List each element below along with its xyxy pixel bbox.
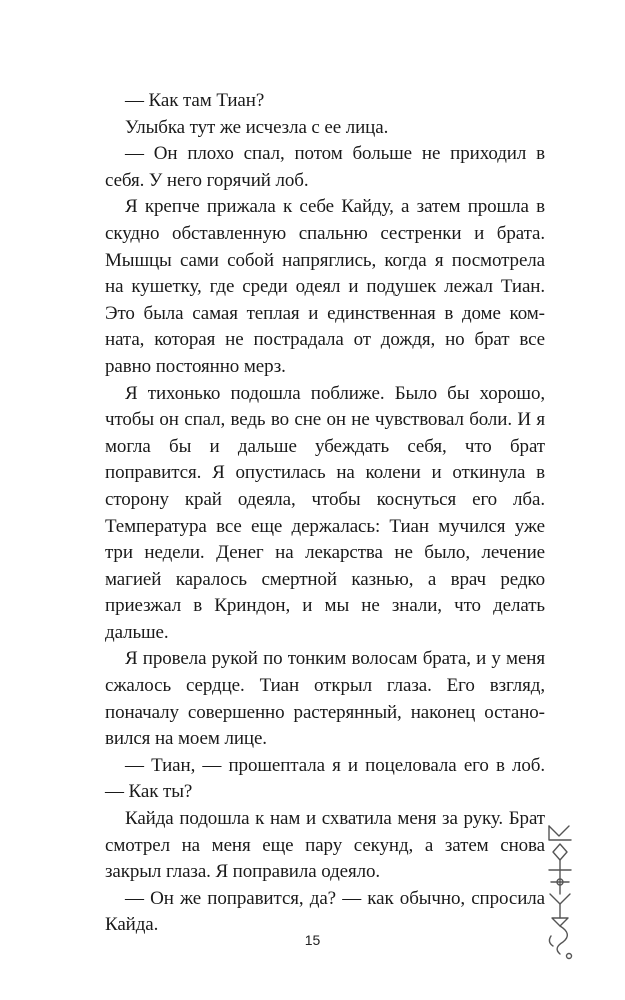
body-text: [105, 88, 545, 939]
paragraph: — Тиан, — прошептала я и поцеловала его в лоб. — Как ты?: [105, 754, 545, 803]
paragraph: — Он плохо спал, потом больше не приходил в себя. У него горячий лоб.: [105, 143, 545, 191]
rune-ornament-icon: [543, 822, 577, 962]
paragraph: Я провела рукой по тонким волосам брата, и у меня сжалось сердце. Тиан открыл глаза. Его взгляд, поначалу совершенно растерянный, наконец остановился на моем лице.: [105, 648, 545, 750]
paragraph: Я тихонько подошла поближе. Было бы хорошо, чтобы он спал, ведь во сне он не чувствовал боли. И я могла бы и дальше убеждать себя, что брат поправится. Я опустилась на колени и откинула в сторону край одеяла, чтобы коснуться его лба. Температура все еще держалась: Тиан мучился уже три недели. Денег на лекарства не было, лечение магией каралось смертной казнью, а врач редко приезжал в Криндон, и мы не знали, что делать дальше.: [105, 382, 545, 643]
paragraph: — Он же поправится, да? — как обычно, спросила Кайда.: [105, 887, 545, 936]
paragraph: — Как там Тиан?: [125, 90, 265, 111]
page-number: 15: [304, 932, 321, 948]
paragraph: Кайда подошла к нам и схватила меня за руку. Брат смотрел на меня еще пару секунд, а затем снова закрыл глаза. Я поправила одеяло.: [105, 808, 545, 883]
paragraph: Я крепче прижала к себе Кайду, а затем прошла в скудно обставленную спальню сестренки и брата. Мышцы сами собой напряглись, когда я посмотрела на кушетку, где среди одеял и подушек лежал Тиан. Это была самая теплая и единственная в доме комната, которая не пострадала от дождя, но брат все равно постоянно мерз.: [105, 196, 545, 377]
paragraph: Улыбка тут же исчезла с ее лица.: [125, 116, 389, 138]
